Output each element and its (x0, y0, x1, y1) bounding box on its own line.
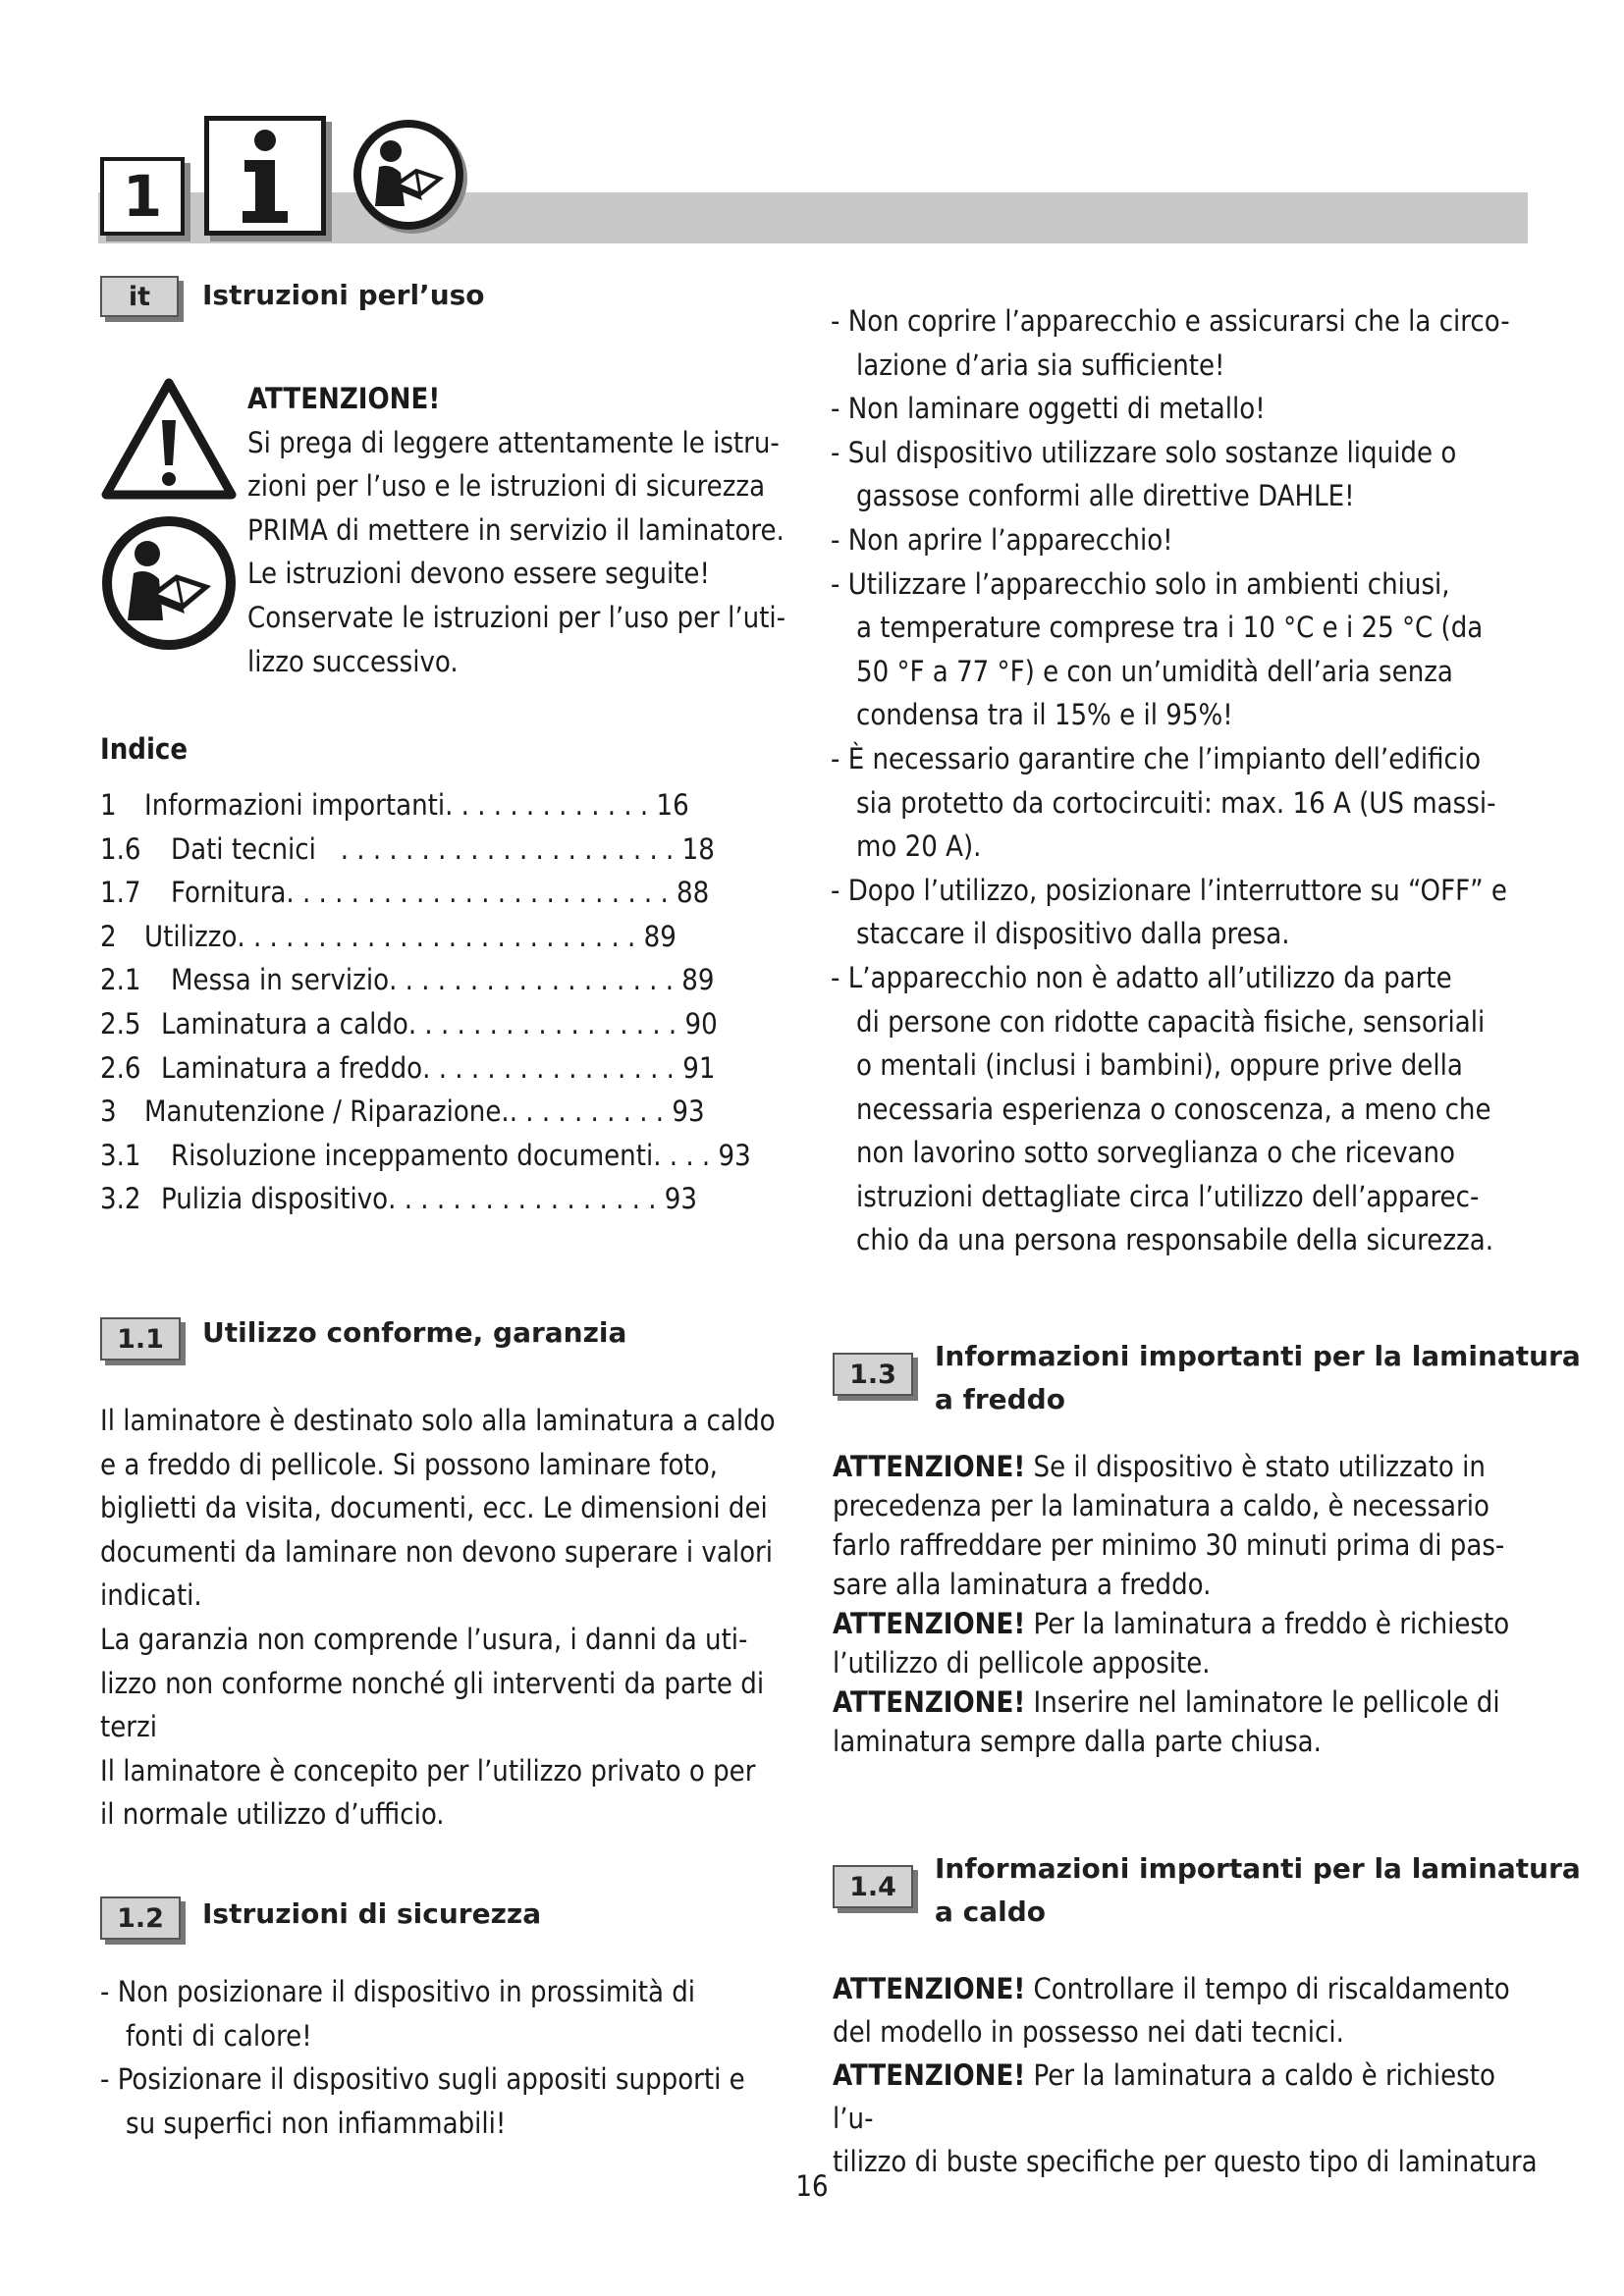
section-title-line: a freddo (935, 1383, 1065, 1415)
attention-line: Se il dispositivo è stato utilizzato in (1025, 1450, 1486, 1483)
body-line: La garanzia non comprende l’usura, i danni da uti- (100, 1622, 748, 1656)
section-title-line: a caldo (935, 1896, 1047, 1928)
body-line: lizzo non conforme nonché gli interventi da parte di (100, 1666, 765, 1700)
toc-entry-label: Risoluzione inceppamento documenti (171, 1138, 654, 1172)
warning-line: Le istruzioni devono essere seguite! (247, 557, 710, 591)
section-title: Istruzioni di sicurezza (202, 1897, 542, 1930)
toc-entry[interactable] (100, 1134, 807, 1178)
safety-line: - Sul dispositivo utilizzare solo sostanze liquide o (831, 435, 1457, 469)
attention-label: ATTENZIONE! (833, 1685, 1026, 1719)
safety-item (100, 2057, 817, 2145)
section-title (935, 1335, 1581, 1421)
warning-line: lizzo successivo. (247, 644, 459, 678)
toc-entry-num: 2 (100, 919, 117, 953)
safety-line: chio da una persona responsabile della sicurezza. (856, 1223, 1493, 1257)
safety-line: - Non aprire l’apparecchio! (831, 522, 1173, 557)
section-1-4-body (833, 1967, 1540, 2183)
safety-line: - Non laminare oggetti di metallo! (831, 392, 1266, 426)
toc-entry-page: 91 (682, 1050, 716, 1085)
toc-entry-label: Laminatura a caldo (161, 1006, 408, 1041)
attention-paragraph (833, 1604, 1540, 1682)
safety-line: gassose conformi alle direttive DAHLE! (856, 479, 1355, 513)
section-title: Utilizzo conforme, garanzia (202, 1316, 627, 1349)
warning-line: zioni per l’uso e le istruzioni di sicurezza (247, 469, 766, 504)
toc-entry-label: Utilizzo (144, 919, 238, 953)
safety-line: condensa tra il 15% e il 95%! (856, 698, 1233, 732)
safety-line: - È necessario garantire che l’impianto dell’edificio (831, 741, 1482, 775)
toc-entry-num: 1.6 (100, 831, 141, 866)
intro-title: Istruzioni perl’uso (202, 279, 485, 311)
toc-entry[interactable] (100, 915, 807, 959)
section-number: 1.4 (849, 1871, 896, 1902)
attention-paragraph (833, 1682, 1540, 1761)
body-line: il normale utilizzo d’ufficio. (100, 1797, 445, 1832)
read-manual-icon (350, 116, 471, 238)
toc-entry-page: 93 (718, 1138, 751, 1172)
warning-block (247, 377, 807, 683)
info-icon (204, 116, 326, 236)
attention-label: ATTENZIONE! (833, 1607, 1026, 1640)
toc-entry-dots: . . . . . . . . . . . . . . . . (422, 1050, 675, 1085)
toc-entry-label: Laminatura a freddo (161, 1050, 423, 1085)
attention-line: Controllare il tempo di riscaldamento (1025, 1972, 1510, 2005)
section-title-line: Informazioni importanti per la laminatura (935, 1340, 1581, 1372)
section-number: 1.2 (117, 1902, 164, 1934)
toc-entry[interactable] (100, 1002, 807, 1046)
section-title-line: Informazioni importanti per la laminatura (935, 1852, 1581, 1885)
safety-line: su superfici non infiammabili! (126, 2106, 507, 2140)
toc-entry-num: 3.2 (100, 1182, 141, 1216)
section-number: 1.3 (849, 1359, 896, 1390)
toc-entry-dots: . . . . . . . . . . . . . . . . . . . . . (315, 831, 675, 866)
safety-line: o mentali (inclusi i bambini), oppure prive della (856, 1048, 1463, 1083)
body-line: e a freddo di pellicole. Si possono laminare foto, (100, 1447, 718, 1481)
safety-item (100, 1970, 817, 2057)
toc-entry-label: Pulizia dispositivo (161, 1182, 389, 1216)
section-number: 1.1 (117, 1323, 164, 1355)
toc-entry[interactable] (100, 1177, 807, 1221)
warning-line: PRIMA di mettere in servizio il laminatore. (247, 512, 785, 547)
toc-entry-dots: . . . . . . . . . . . . . . . . . . . . . . . . (286, 876, 669, 910)
toc-entry-num: 1 (100, 788, 117, 822)
body-line: biglietti da visita, documenti, ecc. Le dimensioni dei (100, 1491, 768, 1525)
safety-line: lazione d’aria sia sufficiente! (856, 347, 1225, 382)
read-manual-icon (98, 512, 240, 654)
toc-entry-dots: . . . . . . . . . . (509, 1095, 665, 1129)
section-number-box (100, 1317, 181, 1361)
section-number-box (833, 1865, 913, 1908)
toc-entry-page: 90 (684, 1006, 718, 1041)
toc-entry-label: Manutenzione / Riparazione. (144, 1095, 510, 1129)
safety-line: - L’apparecchio non è adatto all’utilizzo da parte (831, 960, 1452, 994)
safety-item (831, 518, 1538, 562)
safety-line: necessaria esperienza o conoscenza, a meno che (856, 1092, 1491, 1126)
safety-item (831, 737, 1538, 869)
body-line: Il laminatore è concepito per l’utilizzo privato o per (100, 1753, 756, 1788)
toc-entry-num: 2.5 (100, 1006, 141, 1041)
toc-entry-dots: . . . . . . . . . . . . . (445, 788, 649, 822)
safety-line: - Non posizionare il dispositivo in prossimità di (100, 1975, 696, 2008)
attention-paragraph (833, 2054, 1540, 2183)
toc-entry[interactable] (100, 783, 807, 828)
chapter-number: 1 (122, 163, 163, 230)
attention-paragraph (833, 1447, 1540, 1604)
attention-line: laminatura sempre dalla parte chiusa. (833, 1725, 1322, 1758)
toc-entry-page: 16 (656, 788, 689, 822)
toc-entry-page: 89 (643, 919, 677, 953)
section-number-box (100, 1896, 181, 1940)
toc-entry-page: 93 (672, 1095, 705, 1129)
section-1-1-body (100, 1399, 817, 1837)
safety-item (831, 956, 1538, 1262)
toc-entry[interactable] (100, 828, 807, 872)
safety-line: di persone con ridotte capacità fisiche, sensoriali (856, 1004, 1486, 1039)
toc-entry[interactable] (100, 1046, 807, 1091)
section-number-box (833, 1353, 913, 1396)
attention-line: del modello in possesso nei dati tecnici. (833, 2015, 1344, 2049)
section-title (935, 1847, 1581, 1934)
toc-entry[interactable] (100, 871, 807, 915)
toc-entry-page: 89 (681, 963, 715, 997)
toc-entry-label: Informazioni importanti (144, 788, 446, 822)
lang-code: it (128, 281, 151, 312)
toc-entry-dots: . . . . . . . . . . . . . . . . . . . . . . . . . (237, 919, 636, 953)
attention-line: sare alla laminatura a freddo. (833, 1568, 1212, 1601)
warning-title: ATTENZIONE! (247, 382, 441, 415)
safety-line: a temperature comprese tra i 10 °C e i 25 °C (da (856, 611, 1484, 645)
body-line: indicati. (100, 1578, 202, 1613)
lang-code-box (100, 276, 179, 317)
toc-entry-label: Fornitura (171, 876, 287, 910)
toc-entry-dots: . . . . . . . . . . . . . . . . . (407, 1006, 677, 1041)
toc-entry[interactable] (100, 1090, 807, 1134)
toc-entry-num: 1.7 (100, 876, 141, 910)
warning-triangle-icon (100, 375, 238, 503)
toc-title: Indice (100, 732, 189, 766)
toc-entry-num: 2.1 (100, 963, 141, 997)
toc-entry-dots: . . . . . . . . . . . . . . . . . . (389, 963, 674, 997)
safety-line: non lavorino sotto sorveglianza o che ricevano (856, 1136, 1456, 1170)
section-1-3-body (833, 1447, 1540, 1761)
safety-line: - Utilizzare l’apparecchio solo in ambienti chiusi, (831, 566, 1450, 601)
attention-line: precedenza per la laminatura a caldo, è necessario (833, 1489, 1489, 1522)
warning-line: Conservate le istruzioni per l’uso per l’uti- (247, 600, 786, 634)
toc-entry-label: Dati tecnici (171, 831, 316, 866)
body-line: Il laminatore è destinato solo alla laminatura a caldo (100, 1404, 776, 1437)
safety-item (831, 431, 1538, 518)
safety-line: - Dopo l’utilizzo, posizionare l’interruttore su “OFF” e (831, 873, 1507, 907)
safety-item (831, 387, 1538, 431)
toc-entry-dots: . . . . (653, 1138, 711, 1172)
attention-line: Per la laminatura a freddo è richiesto (1025, 1607, 1510, 1640)
body-line: documenti da laminare non devono superare i valori (100, 1534, 774, 1569)
attention-label: ATTENZIONE! (833, 1450, 1026, 1483)
toc-entry-num: 3 (100, 1095, 117, 1129)
body-line: terzi (100, 1710, 157, 1744)
toc-entry-page: 88 (677, 876, 710, 910)
safety-line: - Posizionare il dispositivo sugli appositi supporti e (100, 2062, 745, 2097)
safety-line: 50 °F a 77 °F) e con un’umidità dell’aria senza (856, 654, 1453, 688)
attention-paragraph (833, 1967, 1540, 2054)
toc-entry-page: 18 (681, 831, 715, 866)
safety-item (831, 299, 1538, 387)
toc-entry-page: 93 (664, 1182, 697, 1216)
attention-line: Inserire nel laminatore le pellicole di (1025, 1685, 1500, 1719)
safety-list (100, 1970, 817, 2145)
attention-label: ATTENZIONE! (833, 2058, 1026, 2092)
attention-line: Per la laminatura a caldo è richiesto l’u- (833, 2058, 1495, 2135)
safety-item (831, 869, 1538, 956)
attention-line: l’utilizzo di pellicole apposite. (833, 1646, 1211, 1680)
toc-entry-dots: . . . . . . . . . . . . . . . . . (388, 1182, 657, 1216)
toc-entry-label: Messa in servizio (171, 963, 390, 997)
safety-line: - Non coprire l’apparecchio e assicurarsi che la circo- (831, 304, 1510, 338)
toc-entry-num: 3.1 (100, 1138, 141, 1172)
safety-line: sia protetto da cortocircuiti: max. 16 A (US massi- (856, 785, 1496, 820)
chapter-number-box (100, 157, 185, 236)
safety-line: istruzioni dettagliate circa l’utilizzo dell’apparec- (856, 1179, 1480, 1213)
attention-label: ATTENZIONE! (833, 1972, 1026, 2005)
toc-entry-num: 2.6 (100, 1050, 141, 1085)
safety-item (831, 562, 1538, 737)
toc-entry[interactable] (100, 958, 807, 1002)
safety-line: fonti di calore! (126, 2018, 312, 2053)
safety-list-continued (831, 299, 1538, 1262)
safety-line: staccare il dispositivo dalla presa. (856, 917, 1290, 951)
safety-line: mo 20 A). (856, 829, 982, 864)
attention-line: farlo raffreddare per minimo 30 minuti prima di pas- (833, 1528, 1505, 1562)
toc-list (100, 783, 807, 1221)
page-number: 16 (795, 2169, 829, 2203)
warning-line: Si prega di leggere attentamente le istru- (247, 425, 780, 459)
attention-line: tilizzo di buste specifiche per questo tipo di laminatura (833, 2145, 1538, 2178)
